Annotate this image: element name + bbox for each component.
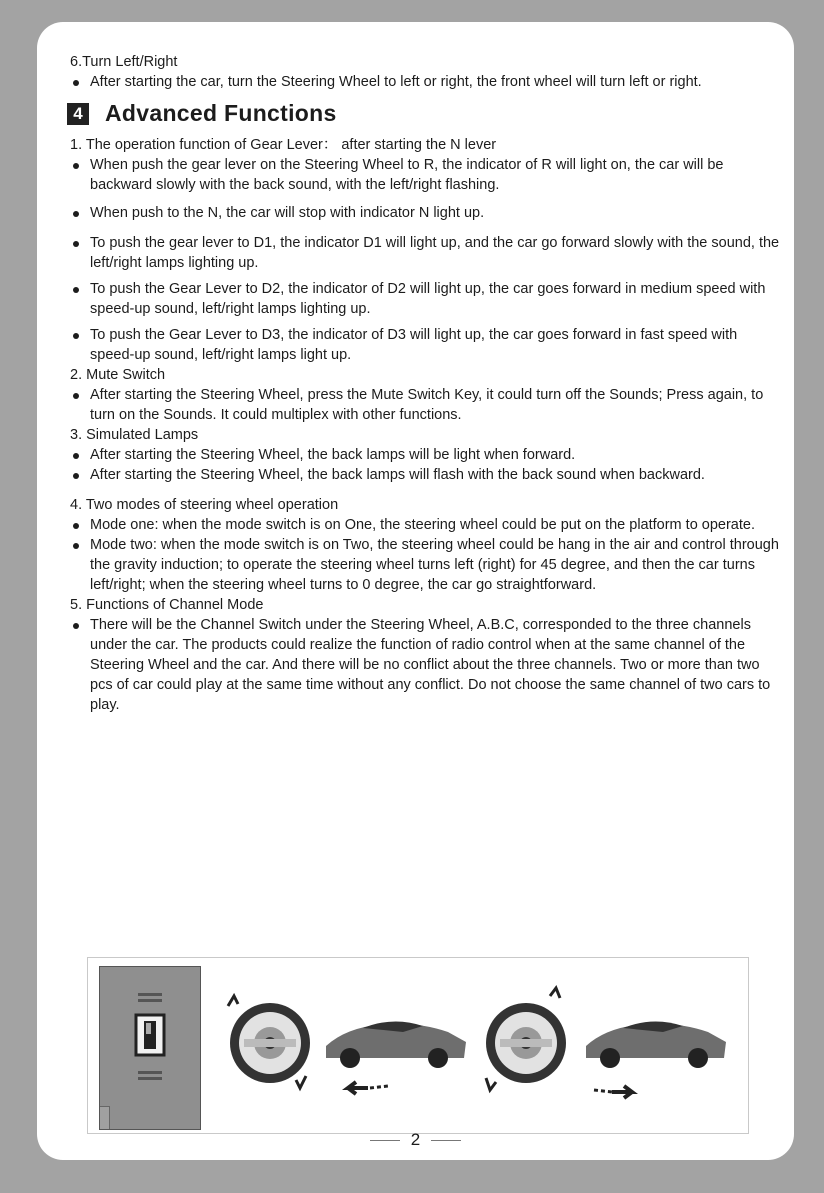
bullet-text: There will be the Channel Switch under the Steering Wheel, A.B.C, corresponded to the three channels under the car. The products could realize the function of radio control when at the same channel of the Steering Wheel and the car. And there will be no conflict about the three channels. Two or more than two pcs of car could play at the same time without any conflict. Do not choose the same channel of two cars to play. [90, 617, 771, 713]
manual-page [37, 22, 794, 1160]
item-1-bullet [70, 279, 780, 319]
section-number-badge: 4 [67, 103, 89, 125]
item-3-bullet [70, 445, 780, 465]
bullet-text: Mode one: when the mode switch is on One, the steering wheel could be put on the platform to operate. [90, 517, 755, 533]
bullet-text: Mode two: when the mode switch is on Two, the steering wheel could be hang in the air and control through the gravity induction; to operate the steering wheel turns left (right) for 45 degree, and then the car turns left/right; when the steering wheel turns to 0 degree, the car go straightforward. [90, 537, 779, 593]
bullet-dot [73, 163, 79, 169]
bullet-dot [73, 473, 79, 479]
steering-wheel-right-icon [486, 988, 566, 1090]
item-4-bullet [70, 535, 780, 595]
section-4-heading [67, 100, 780, 127]
bullet-text: To push the gear lever to D1, the indicator D1 will light up, and the car go forward slowly with the sound, the left/right lamps lighting up. [90, 235, 780, 271]
item-4-bullet [70, 515, 780, 535]
bullet-text: To push the Gear Lever to D2, the indicator of D2 will light up, the car goes forward in medium speed with speed-up sound, left/right lamps lighting up. [90, 281, 766, 317]
bullet-text: After starting the Steering Wheel, the back lamps will be light when forward. [90, 447, 576, 463]
panel-notch [100, 1106, 110, 1129]
bullet-dot [73, 543, 79, 549]
section-title: Advanced Functions [105, 100, 337, 126]
item-1-bullet [70, 203, 780, 223]
bullet-dot [73, 80, 79, 86]
item-4-heading: 4. Two modes of steering wheel operation [70, 497, 339, 513]
page-content [70, 52, 780, 715]
bullet-dot [73, 393, 79, 399]
bullet-dot [73, 453, 79, 459]
item-3-heading: 3. Simulated Lamps [70, 427, 199, 443]
car-right-icon [586, 1021, 726, 1098]
bullet-text: To push the Gear Lever to D3, the indicator of D3 will light up, the car goes forward in fast speed with speed-up sound, left/right lamps light up. [90, 327, 738, 363]
section-6-heading: 6.Turn Left/Right [70, 54, 178, 70]
section-6-bullet [70, 72, 780, 92]
page-number: 2 [410, 1130, 421, 1149]
footer-rule-left [370, 1140, 400, 1141]
bullet-dot [73, 211, 79, 217]
illustration-figure [87, 957, 749, 1134]
steering-car-illustration [208, 966, 738, 1128]
bullet-dot [73, 523, 79, 529]
page-footer [37, 1130, 794, 1150]
item-1-heading: 1. The operation function of Gear Lever： after starting the N lever [70, 137, 497, 153]
bullet-text: When push to the N, the car will stop with indicator N light up. [90, 205, 485, 221]
steering-wheel-left-icon [228, 996, 310, 1088]
bullet-text: After starting the car, turn the Steering Wheel to left or right, the front wheel will turn left or right. [90, 74, 702, 90]
channel-switch-panel [99, 966, 201, 1130]
bullet-dot [73, 623, 79, 629]
footer-rule-right [431, 1140, 461, 1141]
bullet-text: After starting the Steering Wheel, the back lamps will flash with the back sound when backward. [90, 467, 705, 483]
car-left-icon [326, 1021, 466, 1094]
bullet-text: After starting the Steering Wheel, press the Mute Switch Key, it could turn off the Sounds; Press again, to turn on the Sounds. It could multiplex with other functions. [90, 387, 764, 423]
item-2-bullet [70, 385, 780, 425]
bullet-dot [73, 333, 79, 339]
bullet-dot [73, 287, 79, 293]
bullet-text: When push the gear lever on the Steering Wheel to R, the indicator of R will light on, the car will be backward slowly with the back sound, with the left/right flashing. [90, 157, 724, 193]
item-5-bullet [70, 615, 780, 715]
bullet-dot [73, 241, 79, 247]
item-3-bullet [70, 465, 780, 485]
item-1-bullet [70, 325, 780, 365]
channel-switch-icon [100, 967, 200, 1129]
item-1-bullet [70, 233, 780, 273]
item-2-heading: 2. Mute Switch [70, 367, 166, 383]
item-5-heading: 5. Functions of Channel Mode [70, 597, 264, 613]
item-1-bullet [70, 155, 780, 195]
